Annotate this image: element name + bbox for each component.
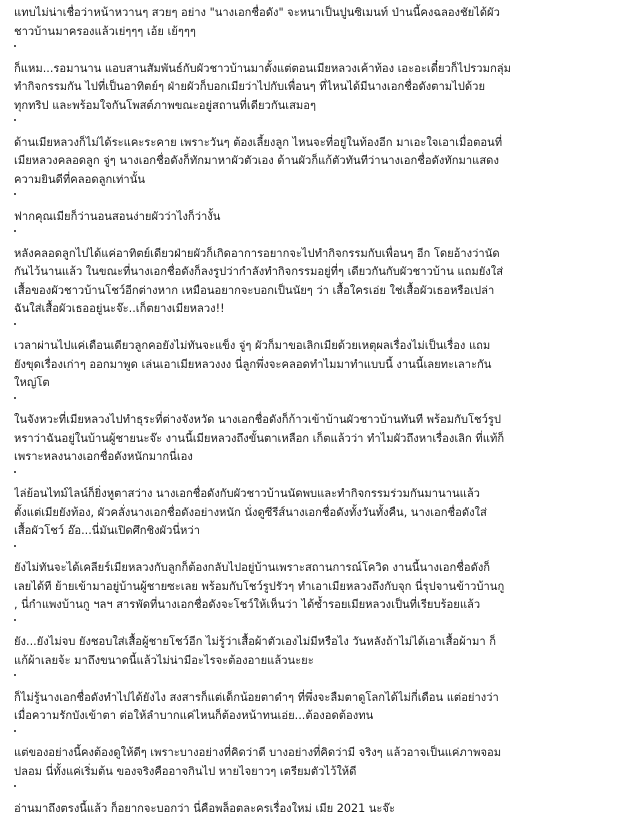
paragraph-separator <box>14 41 606 60</box>
paragraph-line: ใหญ่โต <box>14 374 606 393</box>
separator-dot <box>14 674 16 676</box>
paragraph-separator <box>14 393 606 412</box>
paragraph <box>14 4 606 41</box>
paragraph-separator <box>14 226 606 245</box>
separator-dot <box>14 619 16 621</box>
separator-dot <box>14 45 16 47</box>
paragraph-line: แทบไม่น่าเชื่อว่าหน้าหวานๆ สวยๆ อย่าง "นางเอกชื่อดัง" จะหนาเป็นปูนซิเมนท์ ป่านนี้คงฉลองชัยได้ผัว <box>14 4 606 23</box>
paragraph <box>14 485 606 541</box>
paragraph <box>14 208 606 227</box>
paragraph-line: กันไว้นานแล้ว ในขณะที่นางเอกชื่อดังก็ลงรูปว่ากำลังทำกิจกรรมอยู่ที่ๆ เดียวกันกับผัวชาวบ้าน แถมยังใส่ <box>14 263 606 282</box>
paragraph-line: ยัง...ยังไม่จบ ยังชอบใส่เสื้อผู้ชายโชว์อีก ไม่รู้ว่าเสื้อผ้าตัวเองไม่มีหรือไง วันหลังถ้าไม่ได้เอาเสื้อผ้ามา ก็ <box>14 633 606 652</box>
paragraph <box>14 134 606 190</box>
separator-dot <box>14 545 16 547</box>
paragraph <box>14 689 606 726</box>
separator-dot <box>14 785 16 787</box>
paragraph-line: ชาวบ้านมาครองแล้วเย่ๆๆๆ เอ้ย เย้ๆๆๆ <box>14 23 606 42</box>
paragraph-line: ตั้งแต่เมียยังท้อง, ผัวคลั่งนางเอกชื่อดังอย่างหนัก นั่งดูซีรีส์นางเอกชื่อดังทั้งวันทั้งคืน, นางเอกชื่อดังใส่ <box>14 504 606 523</box>
paragraph-line: ปลอม นี่ทั้งแค่เริ่มต้น ของจริงคืออาจกินไป หายไจยาวๆ เตรียมตัวไว้ให้ดี <box>14 763 606 782</box>
paragraph-separator <box>14 189 606 208</box>
paragraph-line: ฉันใส่เสื้อผัวเธออยู่นะจ๊ะ..เก็ตยางเมียหลวง!! <box>14 300 606 319</box>
separator-dot <box>14 230 16 232</box>
paragraph-line: หลังคลอดลูกไปได้แค่อาทิตย์เดียวฝ่ายผัวก็เกิดอาการอยากจะไปทำกิจกรรมกับเพื่อนๆ อีก โดยอ้างว่านัด <box>14 245 606 264</box>
paragraph-separator <box>14 615 606 634</box>
paragraph-line: ก็ไม่รู้นางเอกชื่อดังทำไปได้ยังไง สงสารก็แต่เด็กน้อยตาดำๆ ที่พึ่งจะลืมตาดูโลกได้ไม่กี่เดือน แต่อย่างว่า <box>14 689 606 708</box>
paragraph <box>14 744 606 781</box>
separator-dot <box>14 397 16 399</box>
paragraph-line: ยังขุดเรื่องเก่าๆ ออกมาพูด เล่นเอาเมียหลวงงง นี่ลูกพึ่งจะคลอดทำไมมาทำแบบนี้ งานนี้เลยทะเลาะกัน <box>14 356 606 375</box>
paragraph-separator <box>14 541 606 560</box>
paragraph-line: แต่ของอย่างนี้คงต้องดูให้ดีๆ เพราะบางอย่างที่คิดว่าดี บางอย่างที่คิดว่ามี จริงๆ แล้วอาจเป็นแค่ภาพจอม <box>14 744 606 763</box>
paragraph-line: หราว่าฉันอยู่ในบ้านผู้ชายนะจ๊ะ งานนี้เมียหลวงถึงขั้นตาเหลือก เก็ตแล้วว่า ทำไมผัวถึงหาเรื่องเลิก ที่แท้ก็ <box>14 430 606 449</box>
separator-dot <box>14 119 16 121</box>
paragraph-line: ในจังหวะที่เมียหลวงไปทำธุระที่ต่างจังหวัด นางเอกชื่อดังก็ก้าวเข้าบ้านผัวชาวบ้านทันที พร้อมกับโชว์รูป <box>14 411 606 430</box>
separator-dot <box>14 193 16 195</box>
paragraph-line: เมียหลวงคลอดลูก จู่ๆ นางเอกชื่อดังก็ทักมาหาผัวตัวเอง ด้านผัวก็แก้ตัวทันทีว่านางเอกชื่อดังทักมาแสดง <box>14 152 606 171</box>
paragraph-line: เพราะหลงนางเอกชื่อดังหนักมากนี่เอง <box>14 448 606 467</box>
paragraph-line: ก็แหม...รอมานาน แอบสานสัมพันธ์กับผัวชาวบ้านมาตั้งแต่ตอนเมียหลวงเค้าท้อง เอะอะเดี๋ยวก็ไปรวมกลุ่ม <box>14 60 606 79</box>
separator-dot <box>14 730 16 732</box>
paragraph-separator <box>14 726 606 745</box>
paragraph <box>14 60 606 116</box>
separator-dot <box>14 471 16 473</box>
paragraph-line: ความยินดีที่คลอดลูกเท่านั้น <box>14 171 606 190</box>
paragraph-separator <box>14 319 606 338</box>
paragraph-line: ไล่ย้อนไทม์ไลน์ก็ยิ่งหูตาสว่าง นางเอกชื่อดังกับผัวชาวบ้านนัดพบและทำกิจกรรมร่วมกันมานานแล้ว <box>14 485 606 504</box>
paragraph <box>14 411 606 467</box>
paragraph-separator <box>14 115 606 134</box>
paragraph-line: อ่านมาถึงตรงนี้แล้ว ก็อยากจะบอกว่า นี่คือพล็อตละครเรื่องใหม่ เมีย 2021 นะจ๊ะ <box>14 800 606 818</box>
paragraph-line: แก้ผ้าเลยจ้ะ มาถึงขนาดนี้แล้วไม่น่ามีอะไรจะต้องอายแล้วนะยะ <box>14 652 606 671</box>
paragraph <box>14 245 606 319</box>
paragraph-line: เมื่อความรักบังเข้าตา ต่อให้ลำบากแค่ไหนก็ต้องหน้าทนเอ่ย...ต้องอดต้องทน <box>14 707 606 726</box>
paragraph-line: , นี่กำแพงบ้านกู ฯลฯ สารพัดที่นางเอกชื่อดังจะโชว์ให้เห็นว่า ได้ซ้ำรอยเมียหลวงเป็นที่เรียบร้อยแล้ว <box>14 596 606 615</box>
paragraph-line: เวลาผ่านไปแค่เดือนเดียวลูกคอยังไม่ทันจะแข็ง จู่ๆ ผัวก็มาขอเลิกเมียด้วยเหตุผลเรื่องไม่เป็นเรื่อง แถม <box>14 337 606 356</box>
paragraph <box>14 800 606 818</box>
paragraph-separator <box>14 670 606 689</box>
paragraph-separator <box>14 467 606 486</box>
paragraph-line: ทุกทริป และพร้อมใจกันโพสต์ภาพขณะอยู่สถานที่เดียวกันเสมอๆ <box>14 97 606 116</box>
paragraph-line: ด้านเมียหลวงก็ไม่ได้ระแคะระคาย เพราะวันๆ ต้องเลี้ยงลูก ไหนจะที่อยู่ในท้องอีก มาเอะใจเอาเมื่อตอนที่ <box>14 134 606 153</box>
paragraph <box>14 337 606 393</box>
paragraph <box>14 559 606 615</box>
paragraph-separator <box>14 781 606 800</box>
paragraph-line: เสื้อผัวโชว์ อ๊อ...นี่มันเปิดศึกชิงผัวนี่หว่า <box>14 522 606 541</box>
paragraph-line: เลยได้ที ย้ายเข้ามาอยู่บ้านผู้ชายซะเลย พร้อมกับโชว์รูปรัวๆ ทำเอาเมียหลวงถึงกับจุก นี่รุปจานข้าวบ้านกู <box>14 578 606 597</box>
separator-dot <box>14 323 16 325</box>
paragraph-line: ยังไม่ทันจะได้เคลียร์เมียหลวงกับลูกก็ต้องกลับไปอยู่บ้านเพราะสถานการณ์โควิด งานนี้นางเอกชื่อดังก็ <box>14 559 606 578</box>
paragraph-line: ฟากคุณเมียก็ว่านอนสอนง่ายผัวว่าไงก็ว่างั้น <box>14 208 606 227</box>
paragraph-line: ทำกิจกรรมกัน ไปที่เป็นอาทิตย์ๆ ฝ่ายผัวก็บอกเมียว่าไปกับเพื่อนๆ ที่ไหนได้มีนางเอกชื่อดังตามไปด้วย <box>14 78 606 97</box>
paragraph-line: เสื้อของผัวชาวบ้านโชว์อีกต่างหาก เหมือนอยากจะบอกเป็นนัยๆ ว่า เสื้อใครเอ่ย ใช่เสื้อผัวเธอหรือเปล่า <box>14 282 606 301</box>
paragraph <box>14 633 606 670</box>
